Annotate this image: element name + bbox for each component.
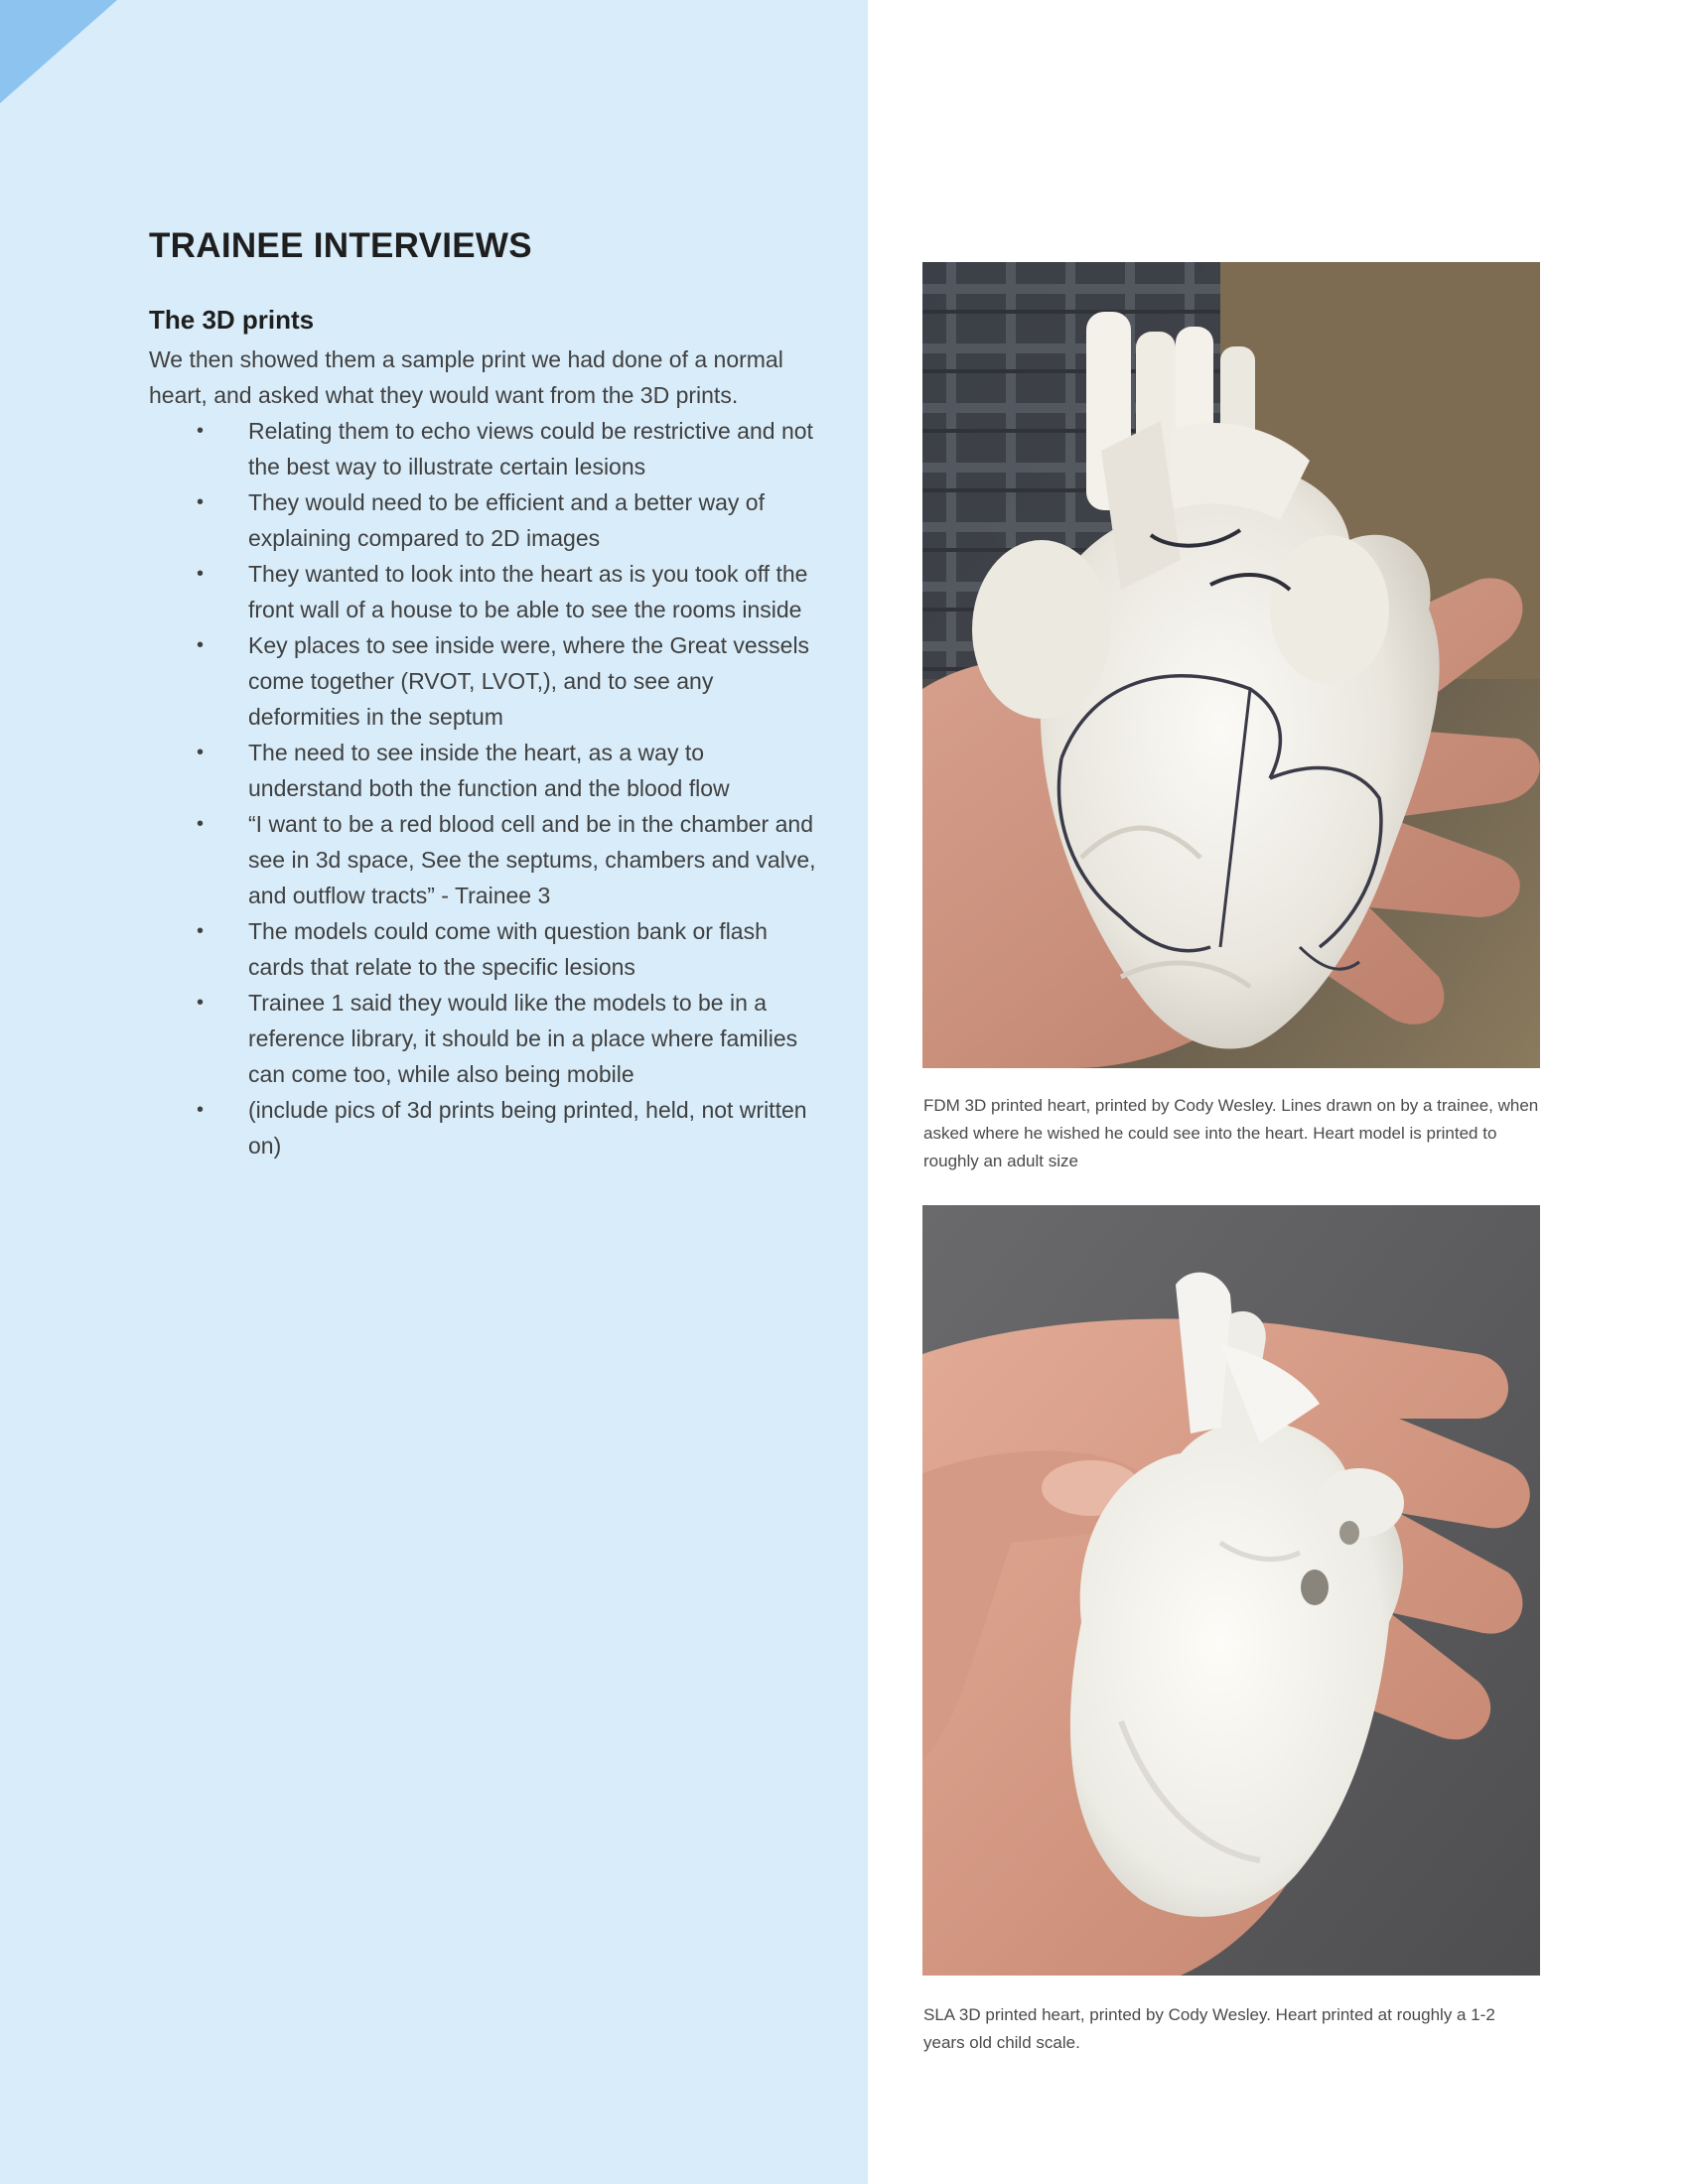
figure-caption-sla: SLA 3D printed heart, printed by Cody Wesley. Heart printed at roughly a 1-2 years old child scale. xyxy=(923,2005,1495,2052)
corner-accent-triangle xyxy=(0,0,117,103)
bullet-dot: • xyxy=(197,1099,205,1121)
list-item xyxy=(149,1092,824,1163)
bullet-text: “I want to be a red blood cell and be in the chamber and see in 3d space, See the septums, chambers and valve, and outflow tracts” - Trainee 3 xyxy=(248,811,816,908)
bullet-text: (include pics of 3d prints being printed, held, not written on) xyxy=(248,1097,807,1159)
bullet-dot: • xyxy=(197,563,205,585)
fdm-heart-photo xyxy=(922,262,1540,1068)
list-item xyxy=(149,735,824,806)
bullet-text: They wanted to look into the heart as is you took off the front wall of a house to be able to see the rooms inside xyxy=(248,561,808,622)
sla-heart-illustration xyxy=(922,1205,1540,1976)
list-item xyxy=(149,484,824,556)
bullet-dot: • xyxy=(197,634,205,656)
bullet-list xyxy=(149,413,824,1163)
figure-caption-fdm: FDM 3D printed heart, printed by Cody Wesley. Lines drawn on by a trainee, when asked where he wished he could see into the heart. Heart model is printed to roughly an adult size xyxy=(923,1096,1539,1170)
bullet-dot: • xyxy=(197,491,205,513)
fdm-heart-illustration xyxy=(922,262,1540,1068)
bullet-text: The models could come with question bank or flash cards that relate to the specific lesions xyxy=(248,918,768,980)
sla-heart-photo xyxy=(922,1205,1540,1976)
bullet-text: They would need to be efficient and a better way of explaining compared to 2D images xyxy=(248,489,765,551)
section-heading: TRAINEE INTERVIEWS xyxy=(149,226,532,265)
bullet-text: Trainee 1 said they would like the models to be in a reference library, it should be in a place where families can come too, while also being mobile xyxy=(248,990,798,1087)
subheading-3d-prints: The 3D prints xyxy=(149,305,315,335)
bullet-dot: • xyxy=(197,742,205,763)
bullet-dot: • xyxy=(197,992,205,1014)
bullet-dot: • xyxy=(197,813,205,835)
list-item xyxy=(149,556,824,627)
list-item xyxy=(149,627,824,735)
bullet-dot: • xyxy=(197,420,205,442)
list-item xyxy=(149,413,824,484)
intro-paragraph: We then showed them a sample print we had done of a normal heart, and asked what they would want from the 3D prints. xyxy=(149,346,783,408)
bullet-dot: • xyxy=(197,920,205,942)
bullet-text: Relating them to echo views could be restrictive and not the best way to illustrate certain lesions xyxy=(248,418,813,479)
list-item xyxy=(149,985,824,1092)
list-item xyxy=(149,806,824,913)
bullet-text: The need to see inside the heart, as a way to understand both the function and the blood flow xyxy=(248,740,730,801)
bullet-text: Key places to see inside were, where the Great vessels come together (RVOT, LVOT,), and to see any deformities in the septum xyxy=(248,632,810,730)
list-item xyxy=(149,913,824,985)
